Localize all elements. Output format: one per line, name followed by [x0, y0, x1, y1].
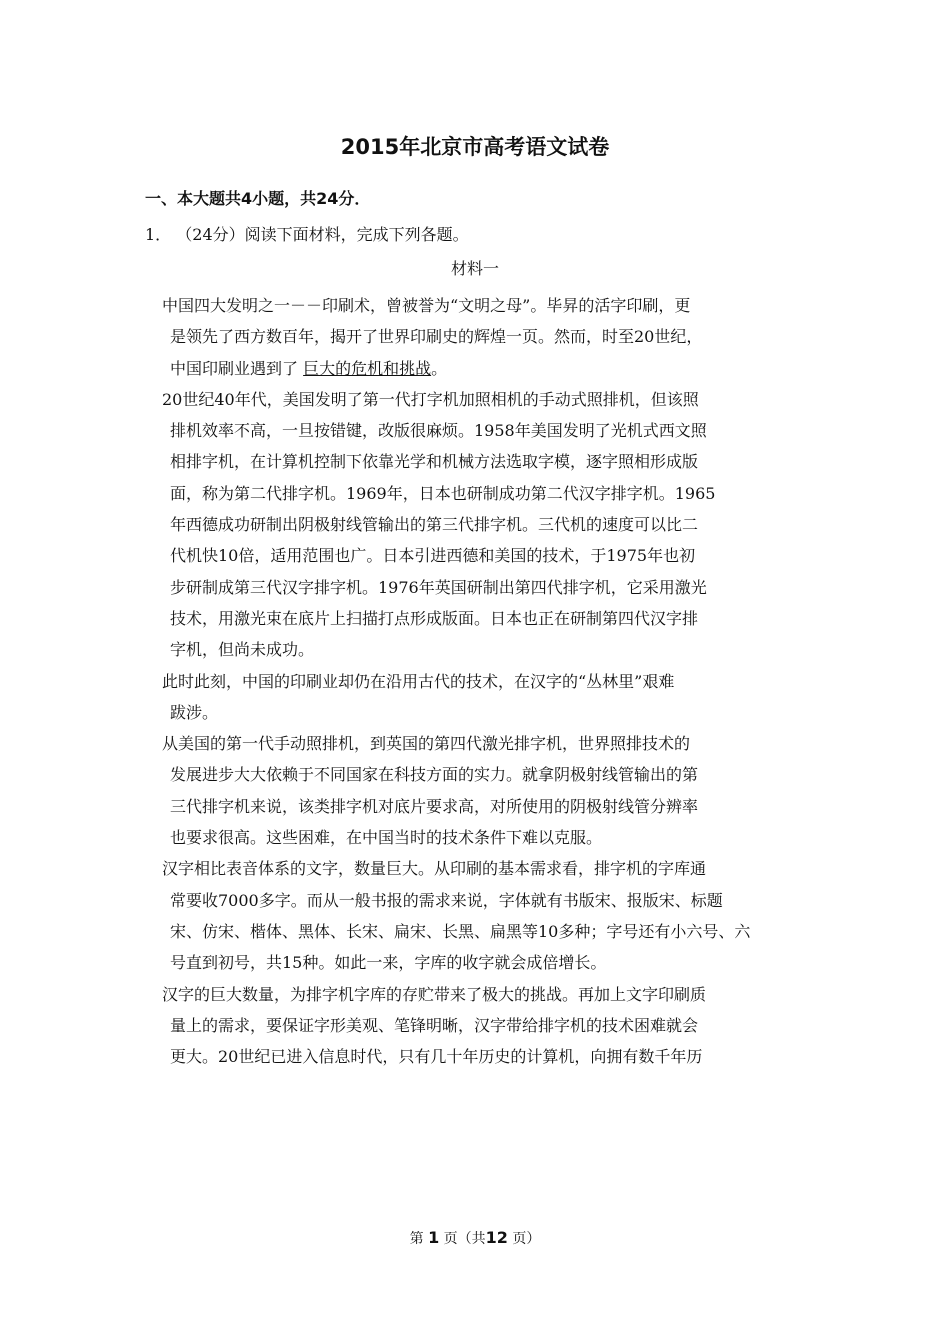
footer-prefix: 第	[409, 1231, 424, 1247]
text-line: 代机快10倍，适用范围也广。日本引进西德和美国的技术，于1975年也初	[170, 546, 696, 566]
page-footer	[0, 1227, 950, 1250]
text-line: 字机，但尚未成功。	[170, 640, 315, 660]
text-line: 是领先了西方数百年，揭开了世界印刷史的辉煌一页。然而，时至20世纪，	[170, 327, 703, 347]
paragraph	[162, 666, 822, 729]
text-line: 量上的需求，要保证字形美观、笔锋明晰，汉字带给排字机的技术困难就会	[170, 1015, 699, 1035]
paragraph	[162, 853, 822, 978]
text-line: 也要求很高。这些困难，在中国当时的技术条件下难以克服。	[170, 828, 603, 848]
question-prompt	[145, 222, 469, 248]
text-line: 面，称为第二代排字机。1969年，日本也研制成功第二代汉字排字机。1965	[170, 483, 716, 503]
text-segment: 。	[431, 358, 448, 378]
page-number: 1	[428, 1228, 440, 1247]
paragraph	[162, 728, 822, 853]
text-line: 号直到初号，共15种。如此一来，字库的收字就会成倍增长。	[170, 953, 607, 973]
text-line: 汉字相比表音体系的文字，数量巨大。从印刷的基本需求看，排字机的字库通	[162, 859, 707, 879]
underlined-phrase: 巨大的危机和挑战	[303, 358, 432, 378]
footer-suffix: 页）	[512, 1231, 541, 1247]
text-line: 常要收7000多字。而从一般书报的需求来说，字体就有书版宋、报版宋、标题	[170, 890, 723, 910]
paragraph	[162, 979, 822, 1073]
question-number: 1．	[145, 225, 172, 244]
passage-body	[162, 290, 822, 1072]
question-text: （24分）阅读下面材料，完成下列各题。	[176, 225, 469, 244]
material-title: 材料一	[450, 259, 499, 278]
paragraph	[162, 290, 822, 384]
paragraph	[162, 384, 822, 666]
text-line: 更大。20世纪已进入信息时代，只有几十年历史的计算机，向拥有数千年历	[170, 1047, 703, 1067]
text-segment: 中国印刷业遇到了	[170, 358, 304, 378]
text-line: 20世纪40年代，美国发明了第一代打字机加照相机的手动式照排机，但该照	[162, 389, 699, 409]
total-pages: 12	[485, 1228, 508, 1247]
text-line: 汉字的巨大数量，为排字机字库的存贮带来了极大的挑战。再加上文字印刷质	[162, 984, 707, 1004]
text-line: 排机效率不高，一旦按错键，改版很麻烦。1958年美国发明了光机式西文照	[170, 421, 707, 441]
text-line: 步研制成第三代汉字排字机。1976年英国研制出第四代排字机，它采用激光	[170, 577, 707, 597]
text-line: 此时此刻，中国的印刷业却仍在沿用古代的技术，在汉字的“丛林里”艰难	[162, 671, 675, 691]
section-heading: 一、本大题共4小题，共24分．	[145, 189, 371, 208]
text-line: 技术，用激光束在底片上扫描打点形成版面。日本也正在研制第四代汉字排	[170, 608, 699, 628]
footer-middle: 页（共	[443, 1231, 486, 1247]
text-line	[162, 353, 822, 384]
text-line: 相排字机，在计算机控制下依靠光学和机械方法选取字模，逐字照相形成版	[170, 452, 699, 472]
text-line: 宋、仿宋、楷体、黑体、长宋、扁宋、长黑、扁黑等10多种；字号还有小六号、六	[170, 921, 751, 941]
text-line: 中国四大发明之一－－印刷术，曾被誉为“文明之母”。毕昇的活字印刷，更	[162, 296, 691, 315]
text-line: 年西德成功研制出阴极射线管输出的第三代排字机。三代机的速度可以比二	[170, 515, 699, 535]
text-line: 从美国的第一代手动照排机，到英国的第四代激光排字机，世界照排技术的	[162, 734, 691, 754]
text-line: 跋涉。	[170, 702, 219, 722]
page-title: 2015年北京市高考语文试卷	[340, 135, 610, 159]
text-line: 三代排字机来说，该类排字机对底片要求高，对所使用的阴极射线管分辨率	[170, 796, 699, 816]
text-line: 发展进步大大依赖于不同国家在科技方面的实力。就拿阴极射线管输出的第	[170, 765, 699, 785]
